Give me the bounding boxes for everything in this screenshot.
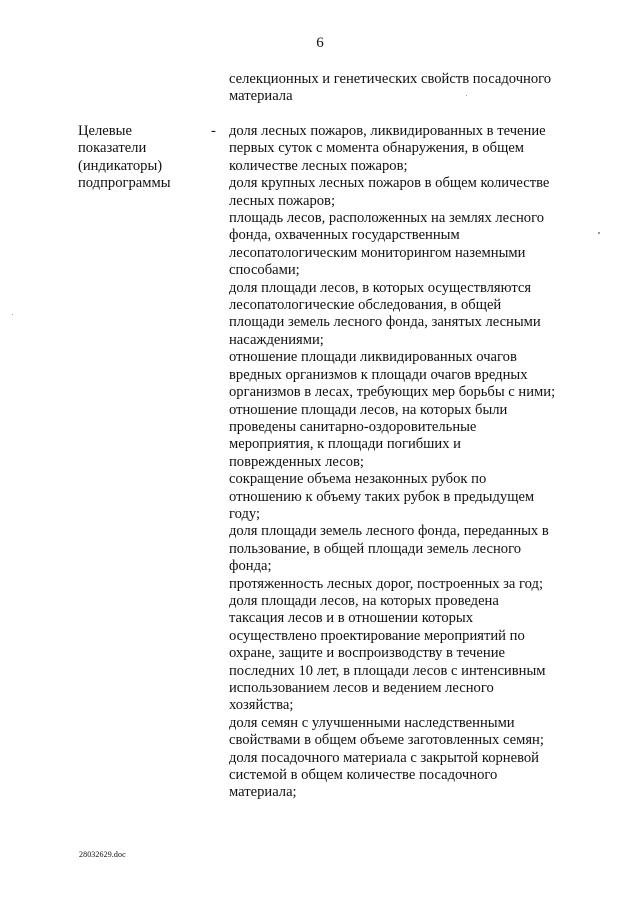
indicator-line: площади земель лесного фонда, занятых лесными (229, 314, 541, 331)
indicator-line: отношению к объему таких рубок в предыдущем (229, 488, 535, 505)
indicator-line: лесопатологические обследования, в общей (229, 297, 502, 314)
indicator-line: последних 10 лет, в площади лесов с интенсивным (229, 662, 546, 679)
indicator-line: лесопатологическим мониторингом наземными (229, 244, 526, 261)
indicator-line: фонда, охваченных государственным (229, 227, 460, 244)
indicator-line: охране, защите и воспроизводству в течение (229, 645, 505, 662)
indicator-line: использованием лесов и ведением лесного (229, 680, 494, 696)
indicator-line: насаждениями; (229, 331, 324, 348)
section-label-line: подпрограммы (78, 175, 171, 192)
continuation-line: материала (229, 88, 293, 105)
indicator-line: поврежденных лесов; (229, 453, 364, 470)
indicator-line: доля площади лесов, в которых осуществляются (229, 279, 532, 296)
indicator-line: доля площади лесов, на которых проведена (229, 592, 499, 609)
section-label-line: (индикаторы) (78, 157, 163, 174)
indicator-line: протяженность лесных дорог, построенных за год; (229, 575, 544, 592)
indicator-line: материала; (229, 784, 297, 801)
scan-speck (12, 314, 13, 315)
page-number: 6 (316, 35, 324, 51)
indicator-list (229, 123, 571, 802)
indicator-line: отношение площади ликвидированных очагов (229, 349, 517, 366)
section-label-line: Целевые (78, 123, 132, 139)
indicator-line: пользование, в общей площади земель лесного (229, 540, 521, 557)
indicator-line: количестве лесных пожаров; (229, 157, 408, 174)
indicator-line: таксация лесов и в отношении которых (229, 610, 474, 627)
indicator-line: системой в общем количестве посадочного (229, 767, 498, 784)
indicator-line: лесных пожаров; (229, 192, 336, 209)
indicator-line: отношение площади лесов, на которых были (229, 401, 508, 418)
indicator-line: площадь лесов, расположенных на землях лесного (229, 210, 545, 227)
continuation-line: селекционных и генетических свойств посадочного (229, 71, 552, 87)
indicator-line: осуществлено проектирование мероприятий по (229, 627, 525, 644)
label-dash: - (211, 123, 216, 139)
section-label-line: показатели (78, 140, 147, 157)
scan-speck (598, 232, 600, 234)
indicator-line: году; (229, 505, 261, 522)
indicator-line: свойствами в общем объеме заготовленных семян; (229, 732, 544, 749)
indicator-line: вредных организмов к площади очагов вредных (229, 366, 528, 383)
indicator-line: доля крупных лесных пожаров в общем количестве (229, 175, 550, 192)
indicator-line: доля лесных пожаров, ликвидированных в течение (229, 123, 546, 139)
scan-speck (466, 95, 467, 96)
indicator-line: доля семян с улучшенными наследственными (229, 714, 515, 731)
footer-file-code: 28032629.doc (79, 850, 126, 859)
indicator-line: первых суток с момента обнаружения, в общем (229, 140, 525, 157)
indicator-line: хозяйства; (229, 697, 294, 714)
indicator-line: проведены санитарно-оздоровительные (229, 418, 477, 435)
continuation-text (229, 71, 569, 106)
indicator-line: организмов в лесах, требующих мер борьбы с ними; (229, 384, 556, 401)
section-label (78, 123, 208, 193)
indicator-line: способами; (229, 262, 300, 279)
indicator-line: фонда; (229, 558, 272, 575)
indicator-line: доля посадочного материала с закрытой корневой (229, 749, 539, 766)
indicator-line: мероприятия, к площади погибших и (229, 436, 461, 453)
indicator-line: сокращение объема незаконных рубок по (229, 471, 487, 488)
indicator-line: доля площади земель лесного фонда, переданных в (229, 523, 549, 540)
